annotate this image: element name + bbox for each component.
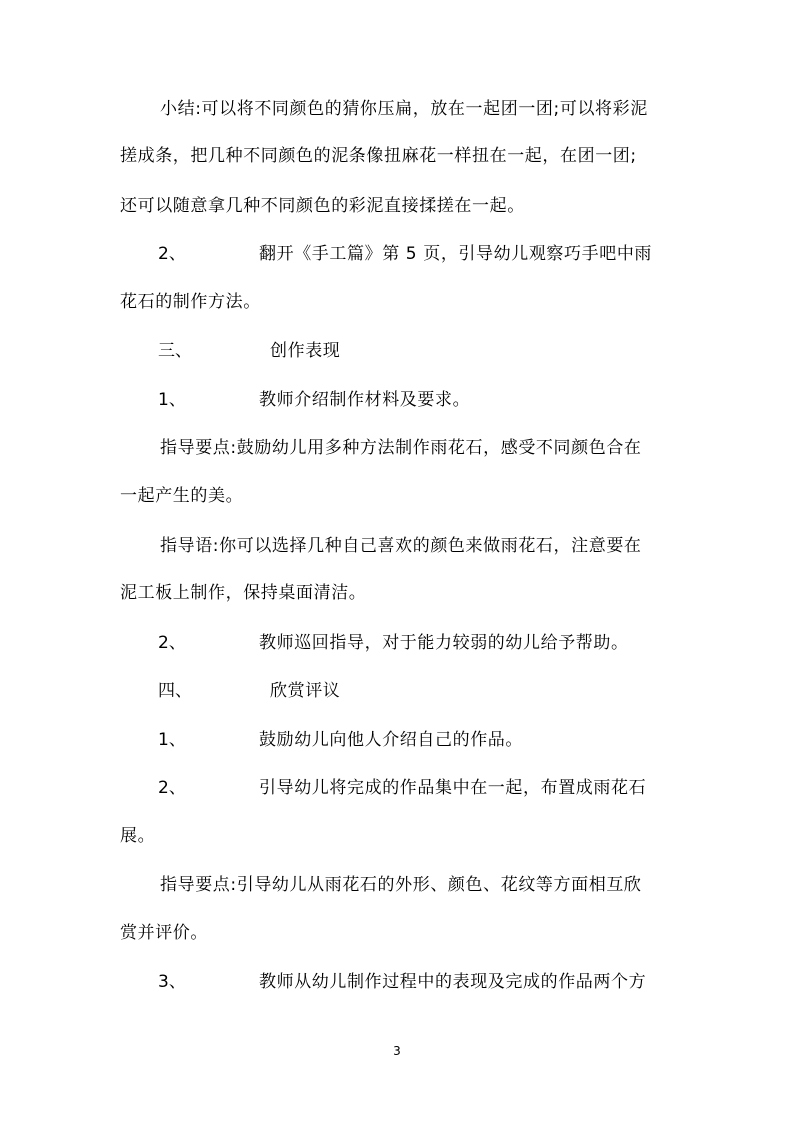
paragraph-instruction-line-2: 泥工板上制作，保持桌面清洁。 [120,583,367,603]
list-item-number: 2、 [158,633,186,653]
list-item-number: 1、 [158,730,186,750]
paragraph-guidance-line-1: 指导要点:鼓励幼儿用多种方法制作雨花石，感受不同颜色合在 [160,438,642,458]
list-item-text: 引导幼儿将完成的作品集中在一起，布置成雨花石 [259,778,647,798]
paragraph-guidance-line-2: 赏并评价。 [120,923,208,943]
page-number: 3 [393,1044,401,1058]
list-item-text: 教师介绍制作材料及要求。 [259,390,471,410]
list-item-number: 3、 [158,972,186,992]
paragraph-summary-line-1: 小结:可以将不同颜色的猜你压扁，放在一起团一团;可以将彩泥 [160,99,648,119]
list-item-continuation: 展。 [120,826,156,846]
paragraph-guidance-line-2: 一起产生的美。 [120,486,244,506]
paragraph-guidance-line-1: 指导要点:引导幼儿从雨花石的外形、颜色、花纹等方面相互欣 [160,875,642,895]
list-item-number: 2、 [158,778,186,798]
section-number: 四、 [158,681,192,701]
list-item-number: 2、 [158,244,186,264]
list-item-text: 教师从幼儿制作过程中的表现及完成的作品两个方 [259,972,647,992]
list-item-continuation: 花石的制作方法。 [120,292,261,312]
section-title: 创作表现 [270,341,341,361]
section-title: 欣赏评议 [270,681,341,701]
paragraph-summary-line-2: 搓成条，把几种不同颜色的泥条像扭麻花一样扭在一起，在团一团; [120,146,637,166]
section-number: 三、 [158,341,192,361]
list-item-text: 翻开《手工篇》第 5 页，引导幼儿观察巧手吧中雨 [259,244,653,264]
list-item-text: 鼓励幼儿向他人介绍自己的作品。 [259,730,523,750]
list-item-text: 教师巡回指导，对于能力较弱的幼儿给予帮助。 [259,633,629,653]
list-item-number: 1、 [158,390,186,410]
paragraph-instruction-line-1: 指导语:你可以选择几种自己喜欢的颜色来做雨花石，注意要在 [160,536,642,556]
paragraph-summary-line-3: 还可以随意拿几种不同颜色的彩泥直接揉搓在一起。 [120,196,525,216]
